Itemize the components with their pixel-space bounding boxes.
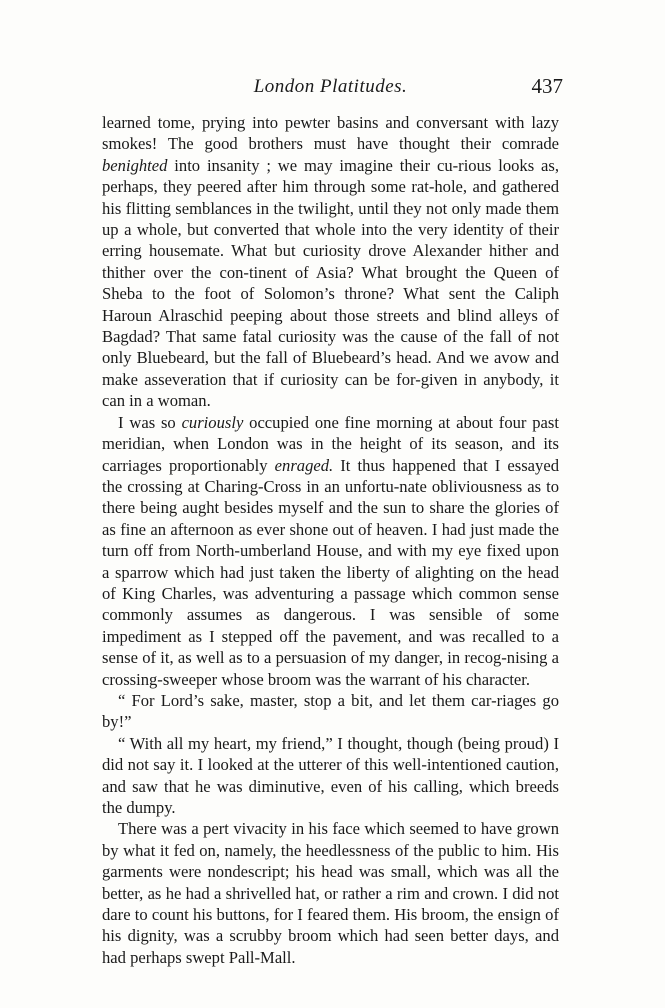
text-run: learned tome, prying into pewter basins and conversant with lazy smokes! The good brothers must have thought their comrade (102, 113, 559, 154)
running-head (102, 72, 563, 102)
paragraph (102, 112, 559, 412)
text-run: into insanity ; we may imagine their cu-rious looks as, perhaps, they peered after him through some rat-hole, and gathered his flitting semblances in the twilight, until they not only made them up a whole, but converted that whole into the very identity of their erring housemate. What but curiosity drove Alexander hither and thither over the con-tinent of Asia? What brought the Queen of Sheba to the foot of Solomon’s throne? What sent the Caliph Haroun Alraschid peeping about those streets and blind alleys of Bagdad? That same fatal curiosity was the cause of the fall of not only Bluebeard, but the fall of Bluebeard’s head. And we avow and make asseveration that if curiosity can be for-given in anybody, it can in a woman. (102, 155, 559, 411)
paragraph (102, 412, 559, 690)
book-page (102, 72, 563, 968)
text-run: “ For Lord’s sake, master, stop a bit, and let them car-riages go by!” (102, 690, 559, 732)
page-number: 437 (531, 74, 563, 98)
paragraph (102, 733, 559, 819)
body-text (102, 112, 559, 968)
text-run: There was a pert vivacity in his face which seemed to have grown by what it fed on, namely, the heedlessness of the public to him. His garments were nondescript; his head was small, which was all the better, as he had a shrivelled hat, or rather a rim and crown. I did not dare to count his buttons, for I feared them. His broom, the ensign of his dignity, was a scrubby broom which had seen better days, and had perhaps swept Pall-Mall. (102, 819, 559, 967)
text-run: I was so (118, 412, 182, 432)
running-title: London Platitudes. (253, 76, 408, 97)
italic-text: enraged. (274, 455, 334, 475)
text-run: It thus happened that I essayed the crossing at Charing-Cross in an unfortu-nate obliviousness as to there being aught besides myself and the sun to share the glories of as fine an afternoon as ever shone out of heaven. I had just made the turn off from North-umberland House, and with my eye fixed upon a sparrow which had just taken the liberty of alighting on the head of King Charles, was adventuring a passage which common sense commonly assumes as dangerous. I was sensible of some impediment as I stepped off the pavement, and was recalled to a sense of it, as well as to a persuasion of my danger, in recog-nising a crossing-sweeper whose broom was the warrant of his character. (102, 455, 560, 689)
paragraph (102, 690, 559, 733)
paragraph (102, 818, 559, 968)
text-run: “ With all my heart, my friend,” I thought, though (being proud) I did not say it. I looked at the utterer of this well-intentioned caution, and saw that he was diminutive, even of his calling, which breeds the dumpy. (102, 733, 559, 817)
italic-text: curiously (181, 412, 244, 432)
text-run: occupied one fine morning at about four past meridian, when London was in the height of its season, and its carriages proportionably (102, 412, 559, 475)
italic-text: benighted (102, 155, 168, 175)
